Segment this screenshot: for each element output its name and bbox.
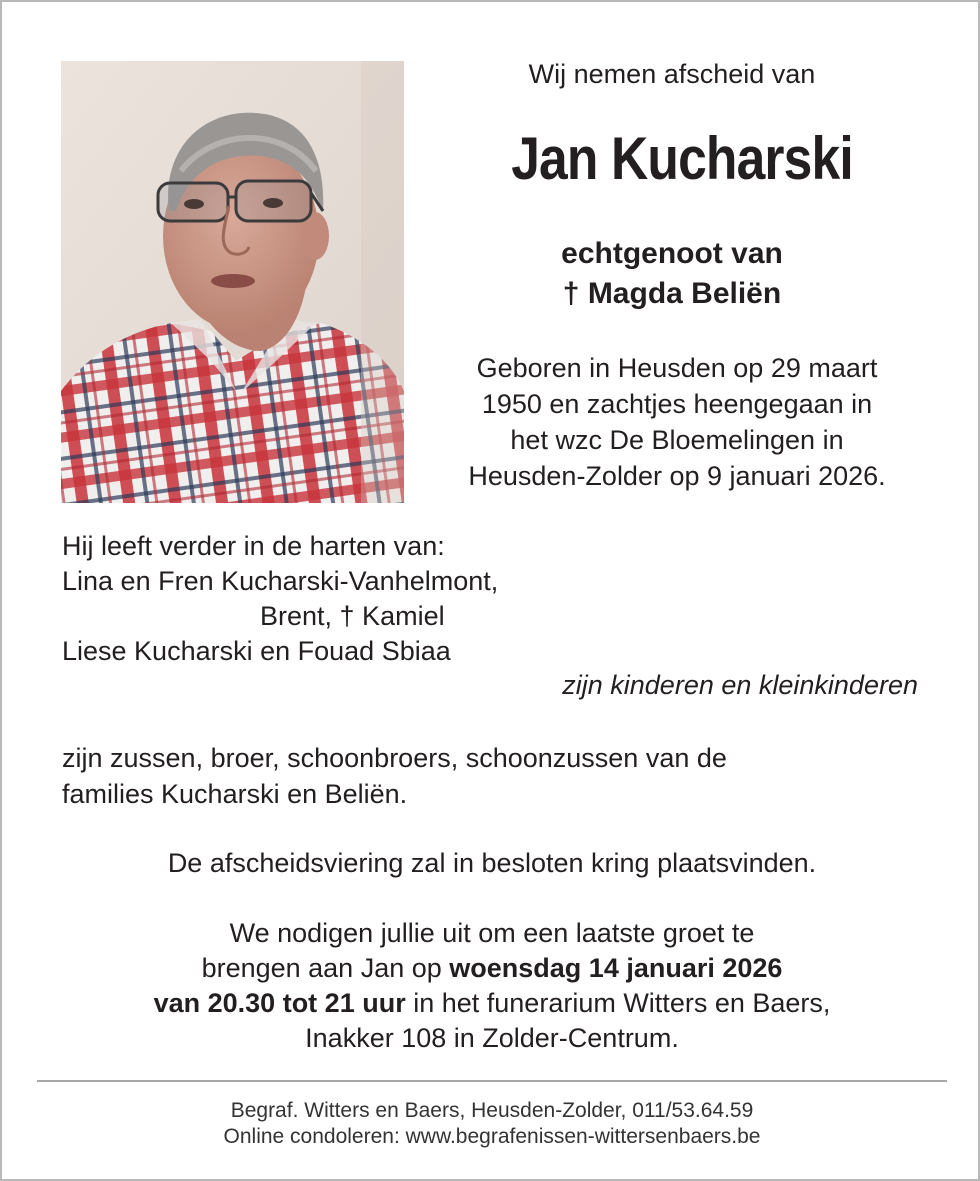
spouse-label: echtgenoot van [561, 237, 783, 270]
siblings-line: families Kucharski en Beliën. [62, 779, 408, 809]
survivors-block [62, 529, 932, 669]
funeral-home-line: Begraf. Witters en Baers, Heusden-Zolder, 011/53.64.59 [230, 1099, 754, 1122]
birth-death-block [422, 350, 932, 494]
birth-line: Geboren in Heusden op 29 maart [476, 353, 878, 383]
condolence-line: Online condoleren: www.begrafenissen-wittersenbaers.be [223, 1125, 761, 1148]
children-label: zijn kinderen en kleinkinderen [562, 670, 918, 700]
portrait-photo [61, 61, 404, 503]
siblings-block [62, 740, 932, 812]
birth-line: het wzc De Bloemelingen in [510, 425, 844, 455]
spouse-name: † Magda Beliën [562, 277, 782, 310]
invite-text: in het funerarium Witters en Baers, [405, 988, 831, 1018]
deceased-name: Jan Kucharski [511, 125, 853, 192]
invite-date: woensdag 14 januari 2026 [449, 953, 783, 983]
invite-line: Inakker 108 in Zolder-Centrum. [305, 1023, 679, 1053]
birth-line: 1950 en zachtjes heengegaan in [481, 389, 873, 419]
survivor-line: Liese Kucharski en Fouad Sbiaa [62, 636, 451, 666]
footer-divider [37, 1080, 947, 1082]
siblings-line: zijn zussen, broer, schoonbroers, schoonzussen van de [62, 743, 727, 773]
ceremony-text: De afscheidsviering zal in besloten kring plaatsvinden. [167, 848, 817, 878]
survivors-heading: Hij leeft verder in de harten van: [62, 531, 445, 561]
survivor-line: Lina en Fren Kucharski-Vanhelmont, [62, 566, 499, 596]
invite-line [2, 951, 980, 986]
intro-line: Wij nemen afscheid van [528, 59, 816, 89]
spouse-block [422, 234, 922, 314]
birth-line: Heusden-Zolder op 9 januari 2026. [468, 461, 886, 491]
invite-line [2, 986, 980, 1021]
survivor-line: Brent, † Kamiel [260, 601, 445, 631]
invite-line: We nodigen jullie uit om een laatste groet te [229, 918, 755, 948]
footer [2, 1098, 980, 1150]
invitation-block [2, 916, 980, 1056]
invite-time: van 20.30 tot 21 uur [153, 988, 406, 1018]
invite-text: brengen aan Jan op [201, 953, 450, 983]
